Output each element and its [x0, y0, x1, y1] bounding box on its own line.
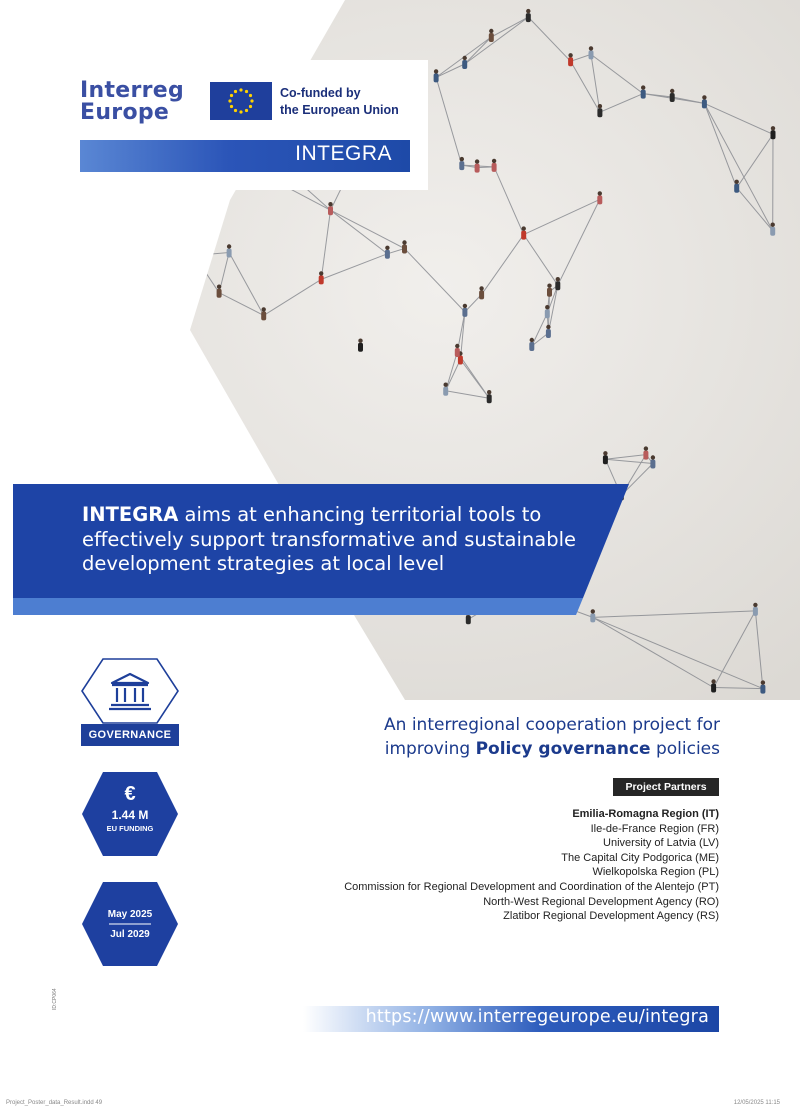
- intro-line-2-pre: improving: [384, 739, 476, 759]
- person-figure: [291, 692, 296, 705]
- topic-label: GOVERNANCE: [81, 724, 179, 746]
- person-figure: [702, 95, 707, 108]
- euro-icon: €: [124, 783, 136, 805]
- network-line: [294, 679, 353, 700]
- footer-date: 12/05/2025 11:15: [733, 1100, 780, 1106]
- network-line: [238, 624, 245, 703]
- person-figure: [492, 159, 497, 172]
- network-line: [336, 628, 353, 679]
- logo-line-2: Europe: [80, 100, 170, 125]
- person-figure: [242, 695, 247, 708]
- person-figure: [385, 246, 390, 259]
- eu-star-icon: [239, 88, 242, 91]
- eu-star-icon: [239, 110, 242, 113]
- person-figure: [350, 671, 355, 684]
- person-figure: [235, 616, 240, 629]
- person-figure: [526, 9, 531, 22]
- network-line: [239, 658, 245, 704]
- person-figure: [462, 56, 467, 69]
- eu-star-icon: [230, 105, 233, 108]
- person-figure: [434, 69, 439, 82]
- project-name-bar: [80, 140, 410, 172]
- headline-text: [82, 503, 622, 577]
- person-figure: [261, 307, 266, 320]
- partners-list: [300, 807, 719, 924]
- person-figure: [288, 0, 293, 6]
- eu-star-icon: [234, 90, 237, 93]
- network-line: [238, 624, 239, 658]
- logo-line-1: Interreg: [80, 78, 185, 103]
- person-figure: [236, 649, 241, 662]
- person-figure: [237, 7, 242, 20]
- partner-item: Ile-de-France Region (FR): [590, 822, 719, 835]
- headline-rest: aims at enhancing territorial tools to effectively support transformative and sustainable development strategies at local level: [82, 503, 576, 575]
- network-line: [240, 15, 298, 36]
- interreg-europe-logo: [80, 80, 184, 124]
- person-figure: [443, 383, 448, 396]
- eu-flag-icon: [210, 82, 272, 120]
- funding-amount: 1.44 M: [111, 808, 149, 822]
- headline-bold: INTEGRA: [82, 503, 179, 526]
- person-figure: [358, 339, 363, 352]
- network-line: [239, 658, 294, 700]
- eu-star-icon: [249, 94, 252, 97]
- cofunded-line-1: Co-funded by: [280, 86, 361, 100]
- funding-label: EU FUNDING: [106, 824, 154, 833]
- eu-star-icon: [234, 109, 237, 112]
- person-figure: [589, 46, 594, 59]
- network-line: [290, 1, 297, 36]
- person-figure: [455, 344, 460, 357]
- cofunded-line-2: the European Union: [280, 103, 399, 117]
- eu-star-icon: [245, 109, 248, 112]
- person-figure: [760, 680, 765, 693]
- person-figure: [319, 271, 324, 284]
- person-figure: [295, 27, 300, 40]
- person-figure: [529, 338, 534, 351]
- person-figure: [770, 223, 775, 236]
- person-figure: [462, 304, 467, 317]
- project-url-link[interactable]: https://www.interregeurope.eu/integra: [365, 1007, 709, 1027]
- network-line: [245, 700, 294, 704]
- person-figure: [333, 620, 338, 633]
- network-line: [240, 15, 293, 27]
- eu-star-icon: [249, 105, 252, 108]
- person-figure: [734, 180, 739, 193]
- network-line: [293, 27, 298, 36]
- partner-item: The Capital City Podgorica (ME): [561, 851, 719, 864]
- person-figure: [459, 157, 464, 170]
- intro-text: [330, 713, 720, 761]
- person-figure: [192, 247, 197, 260]
- start-date: May 2025: [107, 909, 153, 920]
- person-figure: [487, 390, 492, 403]
- footer-file: Project_Poster_data_Result.indd 49: [6, 1100, 103, 1106]
- person-figure: [328, 202, 333, 215]
- person-figure: [489, 29, 494, 42]
- partner-item: University of Latvia (LV): [603, 837, 719, 850]
- person-figure: [475, 159, 480, 172]
- intro-line-1: An interregional cooperation project for: [384, 715, 720, 735]
- person-figure: [545, 305, 550, 318]
- end-date: Jul 2029: [110, 929, 150, 940]
- partner-item: Commission for Regional Development and Coordination of the Alentejo (PT): [344, 880, 719, 893]
- person-figure: [555, 277, 560, 290]
- person-figure: [670, 89, 675, 102]
- person-figure: [597, 191, 602, 204]
- project-name: INTEGRA: [295, 142, 392, 165]
- partners-title: Project Partners: [613, 778, 719, 796]
- person-figure: [603, 451, 608, 464]
- person-figure: [641, 85, 646, 98]
- person-figure: [547, 284, 552, 297]
- person-figure: [290, 18, 295, 31]
- person-figure: [479, 286, 484, 299]
- network-line: [240, 1, 291, 15]
- intro-line-2: [330, 737, 720, 761]
- network-line: [290, 1, 293, 27]
- person-figure: [402, 240, 407, 253]
- person-figure: [753, 603, 758, 616]
- person-figure: [771, 126, 776, 139]
- intro-line-2-post: policies: [650, 739, 720, 759]
- governance-hexagon: [81, 658, 179, 724]
- cofunded-text: [280, 85, 399, 119]
- person-figure: [597, 104, 602, 117]
- person-figure: [711, 679, 716, 692]
- url-bar: [79, 1006, 719, 1032]
- person-figure: [643, 446, 648, 459]
- partner-item: North-West Regional Development Agency (RO): [483, 895, 719, 908]
- eu-star-icon: [230, 94, 233, 97]
- person-figure: [521, 226, 526, 239]
- eu-star-icon: [250, 99, 253, 102]
- partner-item: Zlatibor Regional Development Agency (RS): [503, 910, 719, 923]
- partner-item: Wielkopolska Region (PL): [592, 866, 719, 879]
- person-figure: [568, 53, 573, 66]
- eu-star-icon: [245, 90, 248, 93]
- lead-partner: Emilia-Romagna Region (IT): [572, 808, 719, 820]
- person-figure: [546, 325, 551, 338]
- person-figure: [227, 244, 232, 257]
- eu-star-icon: [228, 99, 231, 102]
- dates-hexagon: [81, 882, 179, 966]
- person-figure: [217, 285, 222, 298]
- intro-policy-topic: Policy governance: [475, 739, 651, 759]
- person-figure: [650, 455, 655, 468]
- side-code: ID:CP064: [52, 988, 58, 1010]
